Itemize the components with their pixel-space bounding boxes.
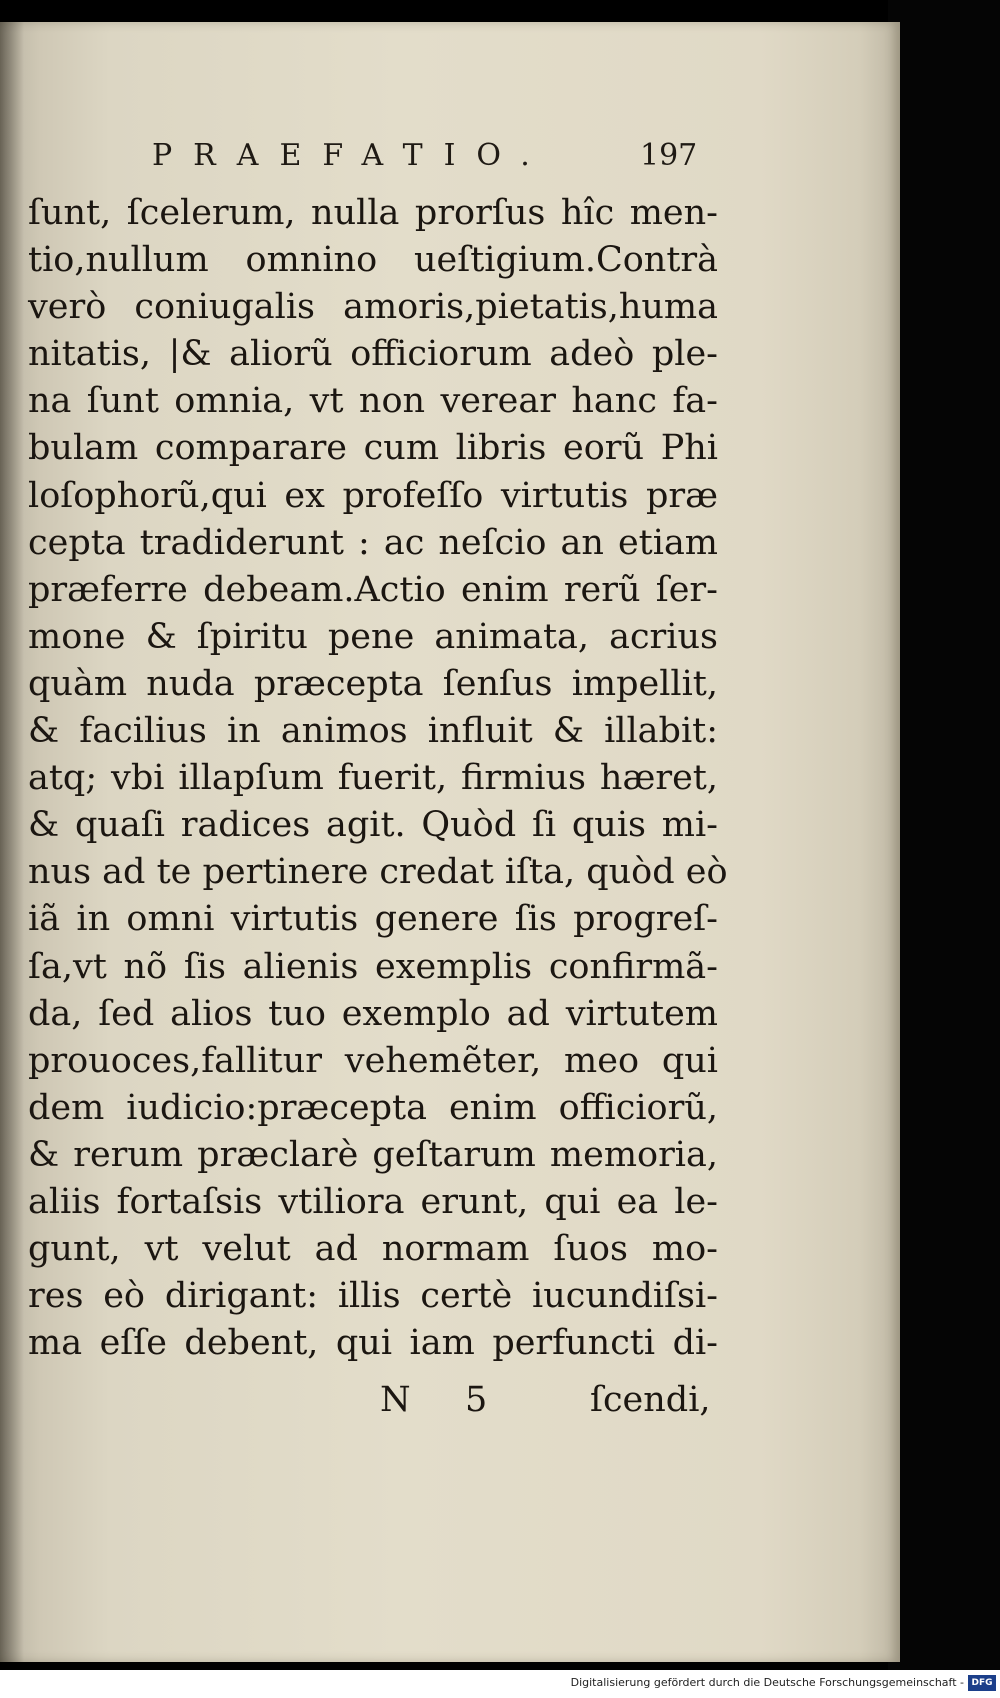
text-line: nus ad te pertinere credat iſta, quòd eò [28, 852, 728, 893]
scan-background [888, 0, 1000, 1670]
text-line: bulam comparare cum libris eorũ Phi [28, 428, 718, 469]
text-line: verò coniugalis amoris,pietatis,huma [28, 287, 718, 328]
text-line: ma eſſe debent, qui iam perfuncti di- [28, 1323, 718, 1364]
spine-shadow [0, 22, 24, 1662]
text-line: & facilius in animos influit & illabit: [28, 711, 718, 752]
text-line: res eò dirigant: illis certè iucundiſsi- [28, 1276, 718, 1317]
catchword: ſcendi, [590, 1380, 711, 1420]
running-head [0, 138, 900, 178]
footer-bar [0, 1670, 1000, 1698]
text-line: prouoces,fallitur vehemẽter, meo qui [28, 1040, 718, 1081]
signature-number: 5 [465, 1380, 488, 1420]
text-line: iã in omni virtutis genere ſis progreſ- [28, 899, 718, 940]
text-line: da, ſed alios tuo exemplo ad virtutem [28, 993, 718, 1034]
text-line: tio,nullum omnino ueſtigium.Contrà [28, 240, 718, 281]
text-line: cepta tradiderunt : ac neſcio an etiam [28, 522, 718, 563]
signature-line [380, 1380, 720, 1430]
signature-mark: N [380, 1380, 411, 1420]
text-line: gunt, vt velut ad normam ſuos mo- [28, 1229, 718, 1270]
text-line: atq; vbi illapſum fuerit, firmius hæret, [28, 758, 718, 799]
text-line: loſophorũ,qui ex profeſſo virtutis præ [28, 475, 718, 516]
text-line: præferre debeam.Actio enim rerũ ſer- [28, 569, 718, 610]
text-line: ſa,vt nõ ſis alienis exemplis confirmã- [28, 946, 718, 987]
dfg-logo: DFG [968, 1675, 996, 1691]
running-head-title: PRAEFATIO. [152, 138, 551, 173]
body-text [28, 190, 728, 1367]
funding-credit: Digitalisierung gefördert durch die Deutsche Forschungsgemeinschaft - [570, 1676, 964, 1689]
text-line: ſunt, ſcelerum, nulla prorſus hîc men- [28, 193, 718, 233]
text-line: mone & ſpiritu pene animata, acrius [28, 616, 718, 657]
text-line: nitatis, |& aliorũ officiorum adeò ple- [28, 334, 718, 375]
text-line: & rerum præclarè geſtarum memoria, [28, 1134, 718, 1175]
text-line: na ſunt omnia, vt non verear hanc fa- [28, 381, 718, 422]
text-line: dem iudicio:præcepta enim officiorũ, [28, 1087, 718, 1128]
text-line: & quaſi radices agit. Quòd ſi quis mi- [28, 805, 718, 846]
text-line: quàm nuda præcepta ſenſus impellit, [28, 663, 718, 704]
page-number: 197 [640, 138, 698, 173]
text-line: aliis fortaſsis vtiliora erunt, qui ea le- [28, 1181, 718, 1222]
